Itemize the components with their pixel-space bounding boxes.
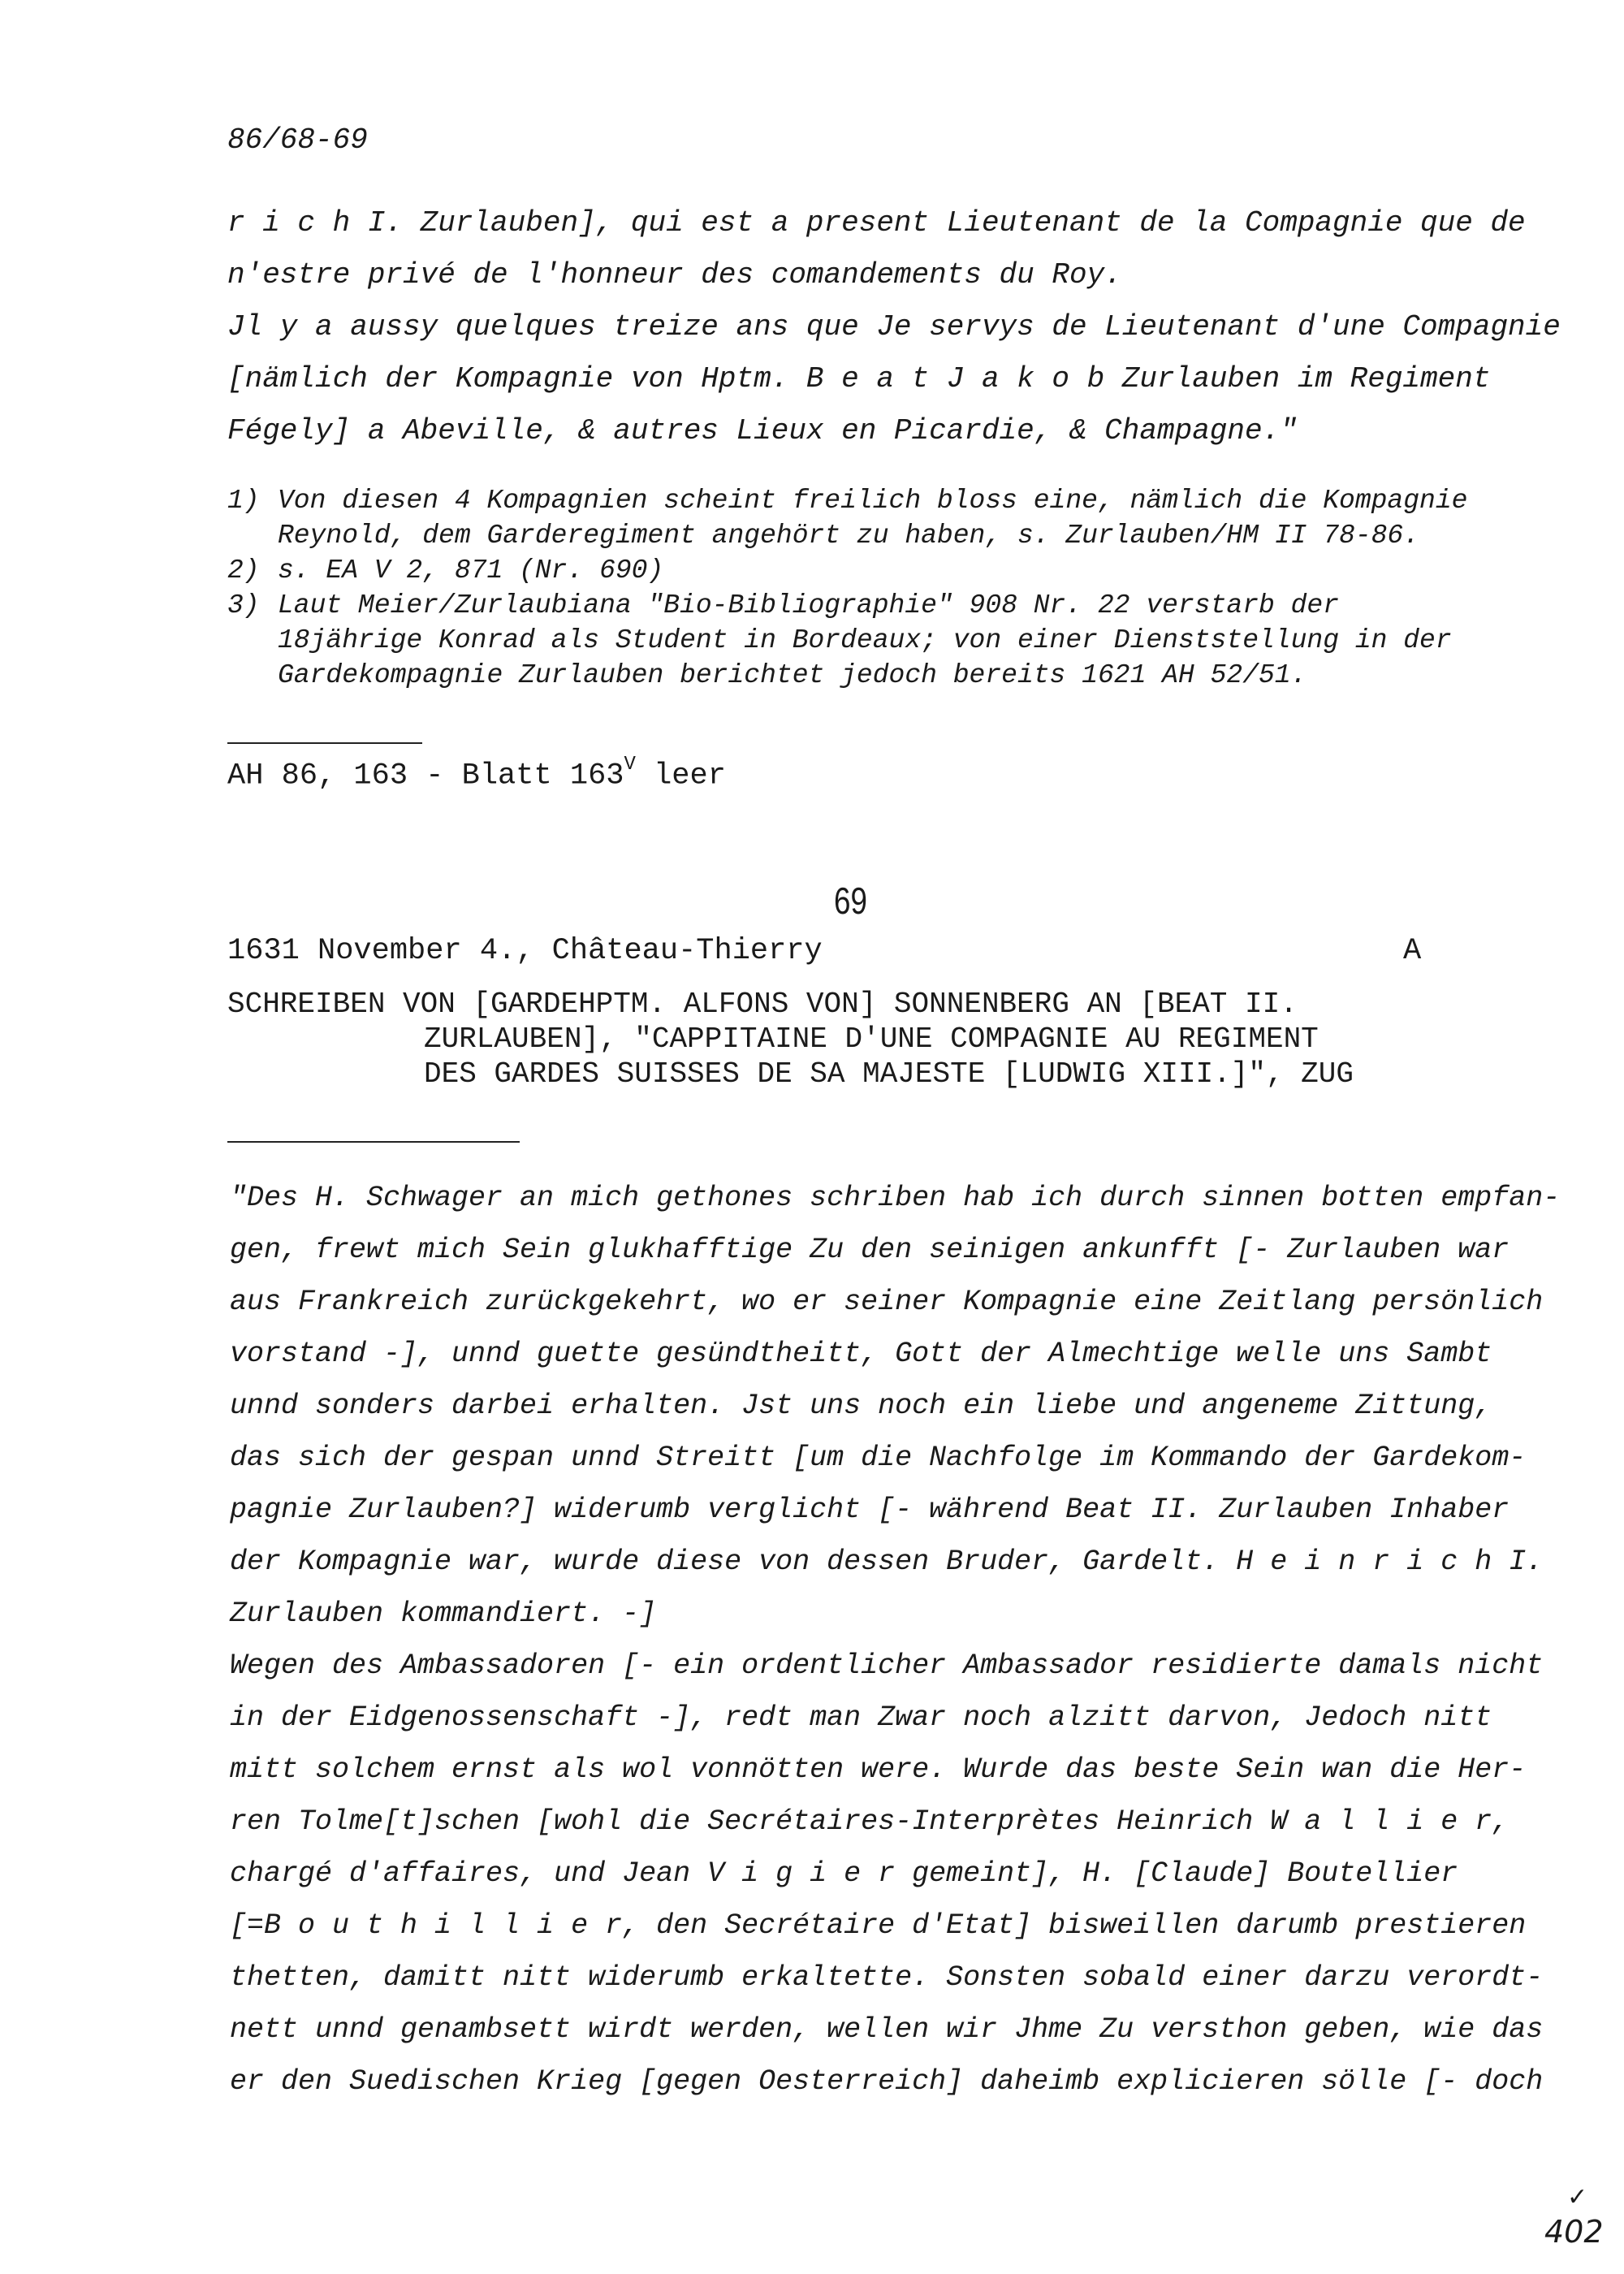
body-line-14: chargé d'affaires, und Jean V i g i e r gemeint], H. [Claude] Boutellier (230, 1857, 1458, 1890)
footnote-2 (227, 553, 1494, 588)
footnote-text: Von diesen 4 Kompagnien scheint freilich bloss eine, nämlich die Kompagnie Reynold, dem Garderegiment angehört zu haben, s. Zurlauben/HM II 78-86. (278, 486, 1468, 551)
body-line-6: das sich der gespan unnd Streitt [um die Nachfolge im Kommando der Gardekom- (230, 1442, 1527, 1474)
footnote-1 (227, 483, 1494, 553)
body-line-10: Wegen des Ambassadoren [- ein ordentlicher Ambassador residierte damals nicht (230, 1649, 1544, 1682)
intro-line-4: [nämlich der Kompagnie von Hptm. B e a t J a k o b Zurlauben im Regiment (227, 362, 1491, 396)
document-header-line-2: ZURLAUBEN], "CAPPITAINE D'UNE COMPAGNIE AU REGIMENT (424, 1022, 1319, 1056)
document-number: 69 (834, 880, 867, 922)
body-line-1: "Des H. Schwager an mich gethones schriben hab ich durch sinnen botten empfan- (230, 1182, 1561, 1214)
body-line-16: thetten, damitt nitt widerumb erkaltette. Sonsten sobald einer darzu verordt- (230, 1961, 1544, 1994)
body-line-2: gen, frewt mich Sein glukhafftige Zu den seinigen ankunfft [- Zurlauben war (230, 1234, 1510, 1266)
body-line-18: er den Suedischen Krieg [gegen Oesterreich] daheimb explicieren sölle [- doch (230, 2065, 1544, 2098)
body-line-9: Zurlauben kommandiert. -] (230, 1597, 657, 1630)
body-line-11: in der Eidgenossenschaft -], redt man Zwar noch alzitt darvon, Jedoch nitt (230, 1701, 1492, 1734)
document-type-mark: A (1403, 934, 1422, 968)
checkmark-icon: ✓ (1567, 2183, 1588, 2211)
header-divider (227, 1141, 520, 1143)
body-line-8: der Kompagnie war, wurde diese von dessen Bruder, Gardelt. H e i n r i c h I. (230, 1546, 1544, 1578)
footnote-number: 1) (227, 486, 260, 516)
archive-reference-prefix: AH 86, 163 - Blatt 163 (227, 759, 624, 793)
body-line-12: mitt solchem ernst als wol vonnötten were. Wurde das beste Sein wan die Her- (230, 1753, 1527, 1786)
intro-line-3: Jl y a aussy quelques treize ans que Je servys de Lieutenant d'une Compagnie (227, 310, 1561, 344)
archive-reference (227, 754, 726, 793)
intro-line-2: n'estre privé de l'honneur des comandements du Roy. (227, 258, 1122, 292)
footnote-number: 3) (227, 590, 260, 620)
footnote-number: 2) (227, 556, 260, 586)
body-line-17: nett unnd genambsett wirdt werden, wellen wir Jhme Zu versthon geben, wie das (230, 2013, 1544, 2046)
document-date-place: 1631 November 4., Château-Thierry (227, 934, 823, 968)
body-line-13: ren Tolme[t]schen [wohl die Secrétaires-Interprètes Heinrich W a l l i e r, (230, 1805, 1510, 1838)
section-divider (227, 742, 422, 744)
footnote-3 (227, 588, 1494, 693)
handwritten-page-number: 402 (1544, 2214, 1604, 2250)
body-line-7: pagnie Zurlauben?] widerumb verglicht [- während Beat II. Zurlauben Inhaber (230, 1494, 1510, 1526)
archive-reference-verso: V (624, 754, 636, 776)
page-reference: 86/68-69 (227, 123, 368, 157)
body-line-4: vorstand -], unnd guette gesündtheitt, Gott der Almechtige welle uns Sambt (230, 1338, 1492, 1370)
footnotes (227, 483, 1494, 693)
footnote-text: Laut Meier/Zurlaubiana "Bio-Bibliographie" 908 Nr. 22 verstarb der 18jährige Konrad als Student in Bordeaux; von einer Dienststellung in der Gardekompagnie Zurlauben berichtet jedoch bereits 1621 AH 52/51. (278, 590, 1452, 690)
archive-reference-suffix: leer (635, 759, 726, 793)
document-header-line-1: SCHREIBEN VON [GARDEHPTM. ALFONS VON] SONNENBERG AN [BEAT II. (227, 988, 1298, 1021)
document-header-line-3: DES GARDES SUISSES DE SA MAJESTE [LUDWIG XIII.]", ZUG (424, 1057, 1354, 1091)
intro-line-5: Fégely] a Abeville, & autres Lieux en Picardie, & Champagne." (227, 414, 1298, 447)
body-line-15: [=B o u t h i l l i e r, den Secrétaire d'Etat] bisweillen darumb prestieren (230, 1909, 1527, 1942)
footnote-text: s. EA V 2, 871 (Nr. 690) (278, 556, 664, 586)
body-line-3: aus Frankreich zurückgekehrt, wo er seiner Kompagnie eine Zeitlang persönlich (230, 1286, 1544, 1318)
intro-line-1: r i c h I. Zurlauben], qui est a present Lieutenant de la Compagnie que de (227, 206, 1526, 240)
body-line-5: unnd sonders darbei erhalten. Jst uns noch ein liebe und angeneme Zittung, (230, 1390, 1492, 1422)
